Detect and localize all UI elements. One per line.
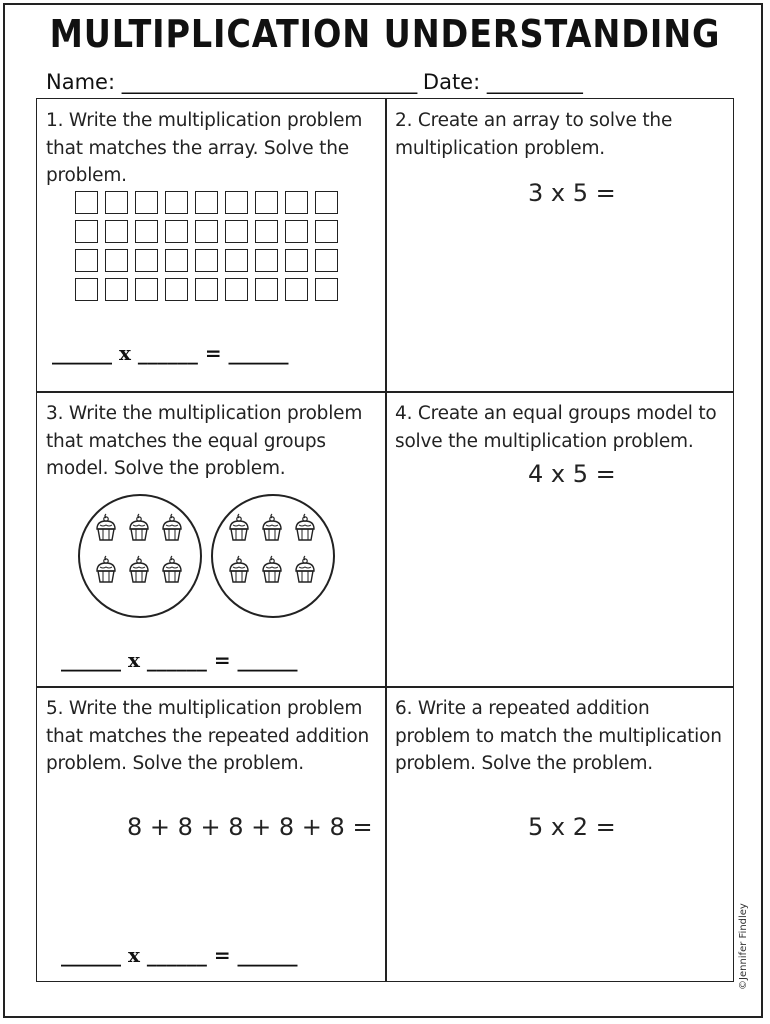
array-square bbox=[315, 220, 338, 243]
question-3-answer-line[interactable]: ______ x ______ = ______ bbox=[61, 648, 298, 672]
array-square bbox=[285, 278, 308, 301]
question-2-equation: 3 x 5 = bbox=[528, 179, 616, 207]
array-square bbox=[75, 249, 98, 272]
cupcake-icon bbox=[127, 512, 151, 546]
cupcake-icon bbox=[293, 554, 317, 588]
array-square bbox=[105, 191, 128, 214]
array-square bbox=[135, 220, 158, 243]
array-square bbox=[225, 249, 248, 272]
name-blank: _______________________________ bbox=[121, 70, 417, 94]
question-6-prompt: 6. Write a repeated addition problem to match the multiplication problem. Solve the problem. bbox=[395, 698, 722, 774]
question-4-prompt: 4. Create an equal groups model to solve the multiplication problem. bbox=[395, 403, 717, 452]
array-square bbox=[165, 191, 188, 214]
name-label: Name: bbox=[46, 70, 116, 94]
question-4-equation: 4 x 5 = bbox=[528, 460, 616, 488]
question-5 bbox=[37, 687, 386, 981]
array-square bbox=[105, 278, 128, 301]
array-square bbox=[285, 220, 308, 243]
array-square bbox=[135, 249, 158, 272]
array-square bbox=[255, 220, 278, 243]
question-1-prompt: 1. Write the multiplication problem that matches the array. Solve the problem. bbox=[46, 110, 363, 186]
array-square bbox=[105, 249, 128, 272]
array-square bbox=[75, 220, 98, 243]
array-square bbox=[105, 220, 128, 243]
array-square bbox=[165, 278, 188, 301]
cupcake-icon bbox=[227, 512, 251, 546]
array-square bbox=[315, 278, 338, 301]
array-square bbox=[225, 220, 248, 243]
date-label: Date: bbox=[422, 70, 481, 94]
date-blank: __________ bbox=[486, 70, 582, 94]
question-6-equation: 5 x 2 = bbox=[528, 813, 616, 841]
array-square bbox=[75, 191, 98, 214]
question-2 bbox=[386, 99, 735, 392]
cupcake-icon bbox=[260, 554, 284, 588]
page-title: MULTIPLICATION UNDERSTANDING bbox=[49, 12, 721, 56]
cupcake-icon bbox=[260, 512, 284, 546]
array-row bbox=[75, 220, 345, 249]
array-square bbox=[225, 191, 248, 214]
array-square bbox=[255, 249, 278, 272]
array-row bbox=[75, 191, 345, 220]
question-2-prompt: 2. Create an array to solve the multiplication problem. bbox=[395, 110, 673, 159]
question-5-prompt: 5. Write the multiplication problem that matches the repeated addition problem. Solve the problem. bbox=[46, 698, 370, 774]
cupcake-icon bbox=[227, 554, 251, 588]
question-6 bbox=[386, 687, 735, 981]
cupcake-icon bbox=[160, 512, 184, 546]
array-square bbox=[195, 249, 218, 272]
array-square bbox=[255, 278, 278, 301]
array-row bbox=[75, 249, 345, 278]
array-square bbox=[315, 191, 338, 214]
question-3 bbox=[37, 392, 386, 687]
array-square bbox=[75, 278, 98, 301]
question-3-prompt: 3. Write the multiplication problem that matches the equal groups model. Solve the problem. bbox=[46, 403, 363, 479]
array-square bbox=[195, 191, 218, 214]
cupcake-icon bbox=[94, 554, 118, 588]
cupcake-icon bbox=[127, 554, 151, 588]
array-square bbox=[315, 249, 338, 272]
array-square bbox=[165, 220, 188, 243]
square-array bbox=[75, 191, 345, 307]
copyright-credit: ©Jennifer Findley bbox=[738, 903, 749, 990]
cupcake-icon bbox=[94, 512, 118, 546]
array-square bbox=[195, 220, 218, 243]
array-square bbox=[255, 191, 278, 214]
question-grid bbox=[36, 98, 734, 982]
array-square bbox=[285, 191, 308, 214]
question-5-answer-line[interactable]: ______ x ______ = ______ bbox=[61, 943, 298, 967]
question-1-answer-line[interactable]: ______ x ______ = ______ bbox=[52, 341, 289, 365]
array-square bbox=[135, 191, 158, 214]
cupcake-icon bbox=[160, 554, 184, 588]
question-5-equation: 8 + 8 + 8 + 8 + 8 = bbox=[127, 813, 373, 841]
header-line bbox=[46, 70, 582, 94]
array-square bbox=[135, 278, 158, 301]
array-square bbox=[195, 278, 218, 301]
array-square bbox=[285, 249, 308, 272]
question-4 bbox=[386, 392, 735, 687]
question-1 bbox=[37, 99, 386, 392]
array-square bbox=[225, 278, 248, 301]
array-square bbox=[165, 249, 188, 272]
array-row bbox=[75, 278, 345, 307]
cupcake-icon bbox=[293, 512, 317, 546]
group-circle bbox=[78, 494, 202, 618]
group-circle bbox=[211, 494, 335, 618]
